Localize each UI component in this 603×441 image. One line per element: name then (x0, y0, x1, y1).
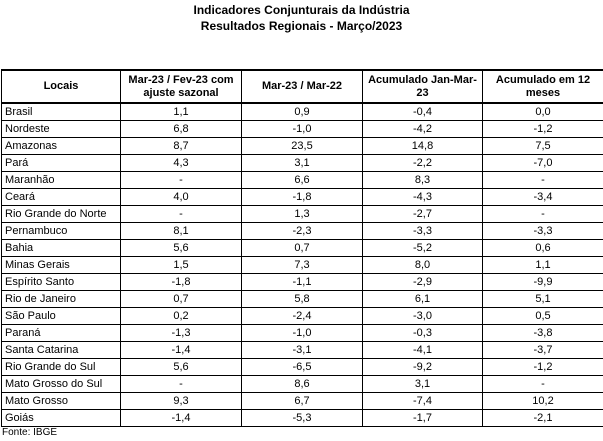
twelve-month-cell: 0,0 (483, 103, 603, 121)
yearly-change-cell: 6,6 (242, 172, 363, 189)
yearly-change-cell: -2,4 (242, 308, 363, 325)
table-row (2, 308, 603, 325)
twelve-month-cell: -3,7 (483, 342, 603, 359)
ytd-cell: -4,1 (363, 342, 483, 359)
yearly-change-cell: 1,3 (242, 206, 363, 223)
monthly-change-cell: 4,3 (121, 155, 242, 172)
monthly-change-cell: 5,6 (121, 240, 242, 257)
location-cell: Mato Grosso do Sul (2, 376, 121, 393)
yearly-change-cell: -1,0 (242, 121, 363, 138)
indicators-table (1, 69, 603, 427)
table-body (2, 103, 603, 427)
monthly-change-cell: 8,1 (121, 223, 242, 240)
ytd-cell: -4,2 (363, 121, 483, 138)
table-row (2, 223, 603, 240)
twelve-month-cell: -3,8 (483, 325, 603, 342)
location-cell: Nordeste (2, 121, 121, 138)
twelve-month-cell: 7,5 (483, 138, 603, 155)
column-header-mar23-fev23: Mar-23 / Fev-23 com ajuste sazonal (121, 70, 242, 103)
ytd-cell: -5,2 (363, 240, 483, 257)
yearly-change-cell: -2,3 (242, 223, 363, 240)
monthly-change-cell: -1,3 (121, 325, 242, 342)
monthly-change-cell: 6,8 (121, 121, 242, 138)
twelve-month-cell: -1,2 (483, 121, 603, 138)
location-cell: Goiás (2, 410, 121, 427)
yearly-change-cell: 6,7 (242, 393, 363, 410)
yearly-change-cell: 23,5 (242, 138, 363, 155)
location-cell: Rio Grande do Norte (2, 206, 121, 223)
ytd-cell: -0,3 (363, 325, 483, 342)
yearly-change-cell: -1,8 (242, 189, 363, 206)
ytd-cell: -1,7 (363, 410, 483, 427)
table-row (2, 274, 603, 291)
table-row (2, 240, 603, 257)
twelve-month-cell: - (483, 172, 603, 189)
yearly-change-cell: -6,5 (242, 359, 363, 376)
source-note: Fonte: IBGE (2, 427, 58, 438)
monthly-change-cell: 5,6 (121, 359, 242, 376)
location-cell: Brasil (2, 103, 121, 121)
table-row (2, 291, 603, 308)
location-cell: Amazonas (2, 138, 121, 155)
monthly-change-cell: 0,7 (121, 291, 242, 308)
table-row (2, 359, 603, 376)
table-row (2, 189, 603, 206)
monthly-change-cell: 0,2 (121, 308, 242, 325)
twelve-month-cell: -7,0 (483, 155, 603, 172)
monthly-change-cell: 8,7 (121, 138, 242, 155)
ytd-cell: 3,1 (363, 376, 483, 393)
ytd-cell: -9,2 (363, 359, 483, 376)
monthly-change-cell: 1,1 (121, 103, 242, 121)
table-row (2, 138, 603, 155)
ytd-cell: -3,3 (363, 223, 483, 240)
yearly-change-cell: -1,1 (242, 274, 363, 291)
ytd-cell: -2,7 (363, 206, 483, 223)
location-cell: Santa Catarina (2, 342, 121, 359)
yearly-change-cell: -3,1 (242, 342, 363, 359)
table-header-row (2, 70, 603, 103)
location-cell: Pernambuco (2, 223, 121, 240)
twelve-month-cell: -2,1 (483, 410, 603, 427)
column-header-mar23-mar22: Mar-23 / Mar-22 (242, 70, 363, 103)
table-row (2, 172, 603, 189)
page-title: Indicadores Conjunturais da Indústria (193, 3, 410, 17)
twelve-month-cell: - (483, 376, 603, 393)
location-cell: Minas Gerais (2, 257, 121, 274)
column-header-acumulado-ano: Acumulado Jan-Mar-23 (363, 70, 483, 103)
twelve-month-cell: -1,2 (483, 359, 603, 376)
column-header-locais: Locais (2, 70, 121, 103)
monthly-change-cell: -1,8 (121, 274, 242, 291)
yearly-change-cell: 0,7 (242, 240, 363, 257)
monthly-change-cell: - (121, 172, 242, 189)
ytd-cell: 8,3 (363, 172, 483, 189)
yearly-change-cell: -1,0 (242, 325, 363, 342)
table-row (2, 121, 603, 138)
table-row (2, 155, 603, 172)
monthly-change-cell: 1,5 (121, 257, 242, 274)
ytd-cell: 8,0 (363, 257, 483, 274)
yearly-change-cell: 5,8 (242, 291, 363, 308)
location-cell: Rio Grande do Sul (2, 359, 121, 376)
twelve-month-cell: -3,3 (483, 223, 603, 240)
location-cell: São Paulo (2, 308, 121, 325)
ytd-cell: 14,8 (363, 138, 483, 155)
twelve-month-cell: 0,5 (483, 308, 603, 325)
location-cell: Bahia (2, 240, 121, 257)
table-row (2, 410, 603, 427)
table-row (2, 376, 603, 393)
monthly-change-cell: -1,4 (121, 342, 242, 359)
ytd-cell: -0,4 (363, 103, 483, 121)
yearly-change-cell: 7,3 (242, 257, 363, 274)
table-row (2, 393, 603, 410)
twelve-month-cell: - (483, 206, 603, 223)
table-row (2, 342, 603, 359)
ytd-cell: -3,0 (363, 308, 483, 325)
table-row (2, 206, 603, 223)
twelve-month-cell: 1,1 (483, 257, 603, 274)
location-cell: Ceará (2, 189, 121, 206)
ytd-cell: -7,4 (363, 393, 483, 410)
location-cell: Mato Grosso (2, 393, 121, 410)
table-row (2, 257, 603, 274)
yearly-change-cell: 0,9 (242, 103, 363, 121)
twelve-month-cell: -3,4 (483, 189, 603, 206)
ytd-cell: -2,9 (363, 274, 483, 291)
monthly-change-cell: - (121, 206, 242, 223)
twelve-month-cell: 10,2 (483, 393, 603, 410)
location-cell: Rio de Janeiro (2, 291, 121, 308)
table-row (2, 325, 603, 342)
column-header-acumulado-12-meses: Acumulado em 12 meses (483, 70, 603, 103)
title-block (0, 2, 603, 34)
yearly-change-cell: 8,6 (242, 376, 363, 393)
monthly-change-cell: 9,3 (121, 393, 242, 410)
location-cell: Espírito Santo (2, 274, 121, 291)
ytd-cell: -2,2 (363, 155, 483, 172)
twelve-month-cell: 0,6 (483, 240, 603, 257)
twelve-month-cell: 5,1 (483, 291, 603, 308)
yearly-change-cell: -5,3 (242, 410, 363, 427)
location-cell: Maranhão (2, 172, 121, 189)
yearly-change-cell: 3,1 (242, 155, 363, 172)
location-cell: Paraná (2, 325, 121, 342)
twelve-month-cell: -9,9 (483, 274, 603, 291)
location-cell: Pará (2, 155, 121, 172)
monthly-change-cell: 4,0 (121, 189, 242, 206)
monthly-change-cell: -1,4 (121, 410, 242, 427)
ytd-cell: 6,1 (363, 291, 483, 308)
page-subtitle: Resultados Regionais - Março/2023 (200, 19, 403, 33)
monthly-change-cell: - (121, 376, 242, 393)
table-row (2, 103, 603, 121)
ytd-cell: -4,3 (363, 189, 483, 206)
